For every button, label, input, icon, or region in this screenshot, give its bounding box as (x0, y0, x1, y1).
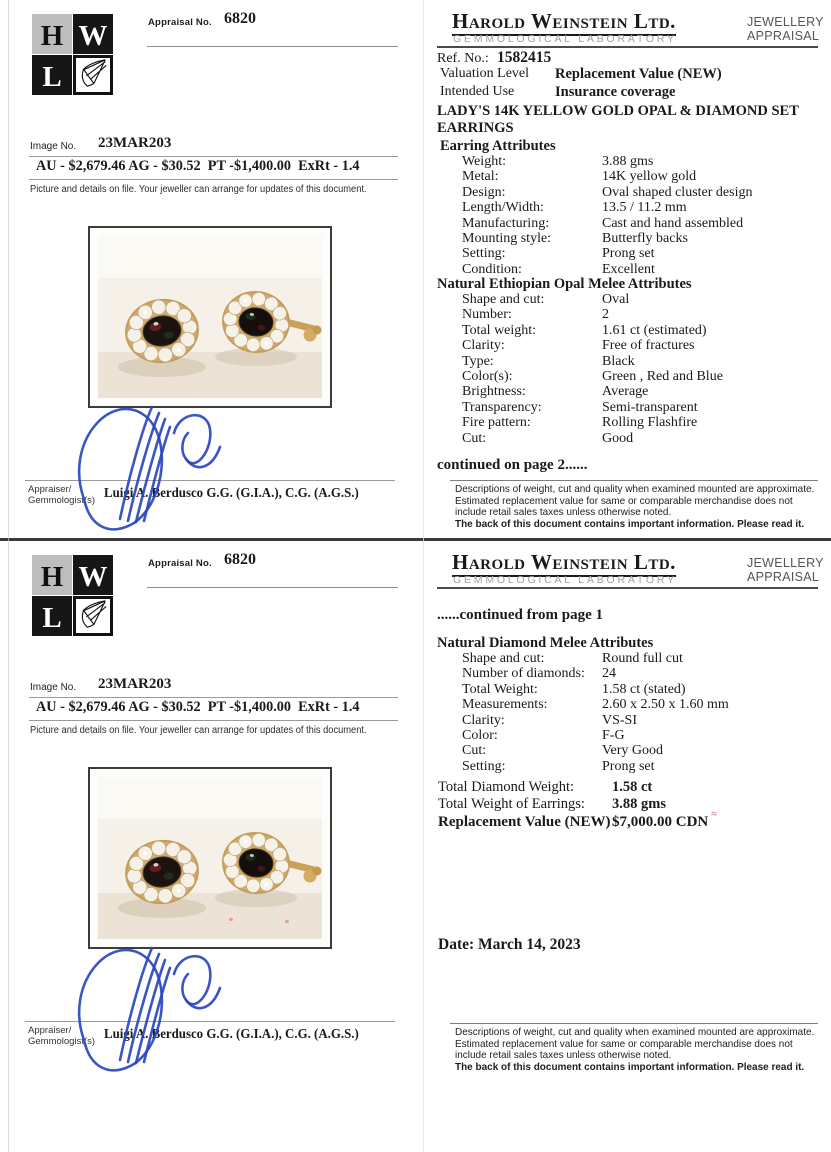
meta-row: Intended Use Insurance coverage (440, 84, 676, 100)
rule (450, 1023, 818, 1024)
scan-edge-line (8, 0, 9, 1152)
diamond-attributes (440, 651, 818, 774)
company-subtitle: GEMMOLOGICAL LABORATORY (453, 574, 677, 586)
attribute-row: Design: Oval shaped cluster design (462, 184, 753, 200)
ref-no-value: 1582415 (497, 49, 552, 66)
date-line: Date: March 14, 2023 (438, 936, 581, 953)
appraisal-no-label: Appraisal No. (148, 17, 212, 28)
appraiser-label: Appraiser/ Gemmologist(s) (28, 1025, 96, 1047)
replacement-value-row: Replacement Value (NEW) $7,000.00 CDN ≈ (438, 809, 717, 830)
totals (438, 779, 818, 812)
document-type: JEWELLERY APPRAISAL (747, 556, 824, 584)
attribute-row: Fire pattern: Rolling Flashfire (462, 415, 698, 431)
earring-attributes (440, 154, 818, 277)
disclaimer: Descriptions of weight, cut and quality when examined mounted are approximate. Estimated replacement value for same or comparable merchandise does not include retail sales taxes unless otherwise noted. The back of this document contains important information. Please read it. (455, 1026, 815, 1073)
rule (437, 587, 818, 589)
company-name: Harold Weinstein Ltd. (452, 9, 676, 36)
attribute-row: Shape and cut: Round full cut (462, 651, 683, 666)
rule (25, 480, 395, 481)
appraiser-name: Luigi A. Berdusco G.G. (G.I.A.), C.G. (A.G.S.) (104, 1027, 359, 1042)
image-no-label: Image No. (30, 141, 77, 152)
attribute-row: Metal: 14K yellow gold (462, 169, 697, 185)
section-heading-opal: Natural Ethiopian Opal Melee Attributes (437, 276, 692, 292)
attribute-row: Mounting style: Butterfly backs (462, 230, 688, 246)
attribute-row: Weight: 3.88 gms (462, 154, 654, 169)
attribute-row: Type: Black (462, 353, 635, 369)
appraisal-no-value: 6820 (224, 10, 256, 27)
metal-prices-line: AU - $2,679.46 AG - $30.52 PT -$1,400.00 ExRt - 1.4 (36, 699, 360, 715)
image-no-value: 23MAR203 (98, 135, 172, 151)
section-heading-earring: Earring Attributes (440, 138, 556, 154)
logo-letter-h: H (32, 555, 72, 595)
attribute-row: Cut: Good (462, 430, 634, 446)
attribute-row: Manufacturing: Cast and hand assembled (462, 215, 744, 231)
logo-letter-l: L (32, 55, 72, 95)
attribute-row: Cut: Very Good (462, 743, 664, 759)
attribute-row: Clarity: VS-SI (462, 712, 638, 728)
attribute-row: Clarity: Free of fractures (462, 338, 695, 354)
hwl-logo (32, 14, 113, 95)
appraiser-name: Luigi A. Berdusco G.G. (G.I.A.), C.G. (A.G.S.) (104, 486, 359, 501)
rule (147, 46, 398, 47)
rule (29, 179, 398, 180)
attribute-row: Total weight: 1.61 ct (estimated) (462, 322, 707, 338)
attribute-row: Length/Width: 13.5 / 11.2 mm (462, 200, 687, 216)
gem-sketch-icon (73, 596, 113, 636)
appraisal-page-2 (0, 541, 831, 1152)
meta-row: Valuation Level Replacement Value (NEW) (440, 66, 722, 82)
attribute-row: Color(s): Green , Red and Blue (462, 368, 723, 384)
pink-speck (229, 918, 233, 921)
company-subtitle: GEMMOLOGICAL LABORATORY (453, 33, 677, 45)
attribute-row: Shape and cut: Oval (462, 292, 630, 307)
ref-no-label: Ref. No.: (437, 51, 489, 66)
document-type: JEWELLERY APPRAISAL (747, 15, 824, 43)
continued-note: continued on page 2...... (437, 457, 588, 473)
rule (29, 156, 398, 157)
rule (147, 587, 398, 588)
rule (25, 1021, 395, 1022)
gem-sketch-icon (73, 55, 113, 95)
earrings-photo-image (98, 777, 322, 939)
valuation-meta (440, 66, 818, 102)
attribute-row: Number: 2 (462, 307, 609, 323)
appraisal-page-1 (0, 0, 831, 538)
hwl-logo (32, 555, 113, 636)
pink-speck (285, 920, 289, 923)
rule (29, 720, 398, 721)
appraiser-label: Appraiser/ Gemmologist(s) (28, 484, 96, 506)
disclaimer: Descriptions of weight, cut and quality when examined mounted are approximate. Estimated replacement value for same or comparable merchandise does not include retail sales taxes unless otherwise noted. The back of this document contains important information. Please read it. (455, 483, 815, 530)
attribute-row: Transparency: Semi-transparent (462, 399, 698, 415)
appraisal-no-label: Appraisal No. (148, 558, 212, 569)
jewellery-photo (88, 767, 332, 949)
rule (29, 697, 398, 698)
image-no-label: Image No. (30, 682, 77, 693)
opal-attributes (440, 292, 818, 446)
rule (450, 480, 818, 481)
attribute-row: Setting: Prong set (462, 758, 655, 774)
scan-fold-line (423, 0, 424, 1152)
pen-mark: ≈ (711, 809, 717, 820)
image-no-value: 23MAR203 (98, 676, 172, 692)
rule (437, 46, 818, 48)
logo-letter-w: W (73, 14, 113, 54)
jewellery-photo (88, 226, 332, 408)
attribute-row: Setting: Prong set (462, 246, 655, 262)
continued-note: ......continued from page 1 (437, 607, 603, 623)
attribute-row: Number of diamonds: 24 (462, 666, 616, 682)
logo-letter-w: W (73, 555, 113, 595)
attribute-row: Total Weight: 1.58 ct (stated) (462, 681, 686, 697)
logo-letter-l: L (32, 596, 72, 636)
logo-letter-h: H (32, 14, 72, 54)
attribute-row: Color: F-G (462, 727, 625, 743)
company-name: Harold Weinstein Ltd. (452, 550, 676, 577)
picture-note: Picture and details on file. Your jeweller can arrange for updates of this document. (30, 725, 367, 736)
attribute-row: Measurements: 2.60 x 2.50 x 1.60 mm (462, 697, 729, 713)
earrings-photo-image (98, 236, 322, 398)
picture-note: Picture and details on file. Your jeweller can arrange for updates of this document. (30, 184, 367, 195)
attribute-row: Condition: Excellent (462, 261, 655, 277)
appraisal-no-value: 6820 (224, 551, 256, 568)
attribute-row: Brightness: Average (462, 384, 649, 400)
metal-prices-line: AU - $2,679.46 AG - $30.52 PT -$1,400.00 ExRt - 1.4 (36, 158, 360, 174)
total-row: Total Weight of Earrings: 3.88 gms (438, 795, 666, 812)
total-row: Total Diamond Weight: 1.58 ct (438, 779, 653, 795)
section-heading-diamond: Natural Diamond Melee Attributes (437, 635, 654, 651)
item-title: LADY'S 14K YELLOW GOLD OPAL & DIAMOND SET EARRINGS (437, 103, 799, 136)
